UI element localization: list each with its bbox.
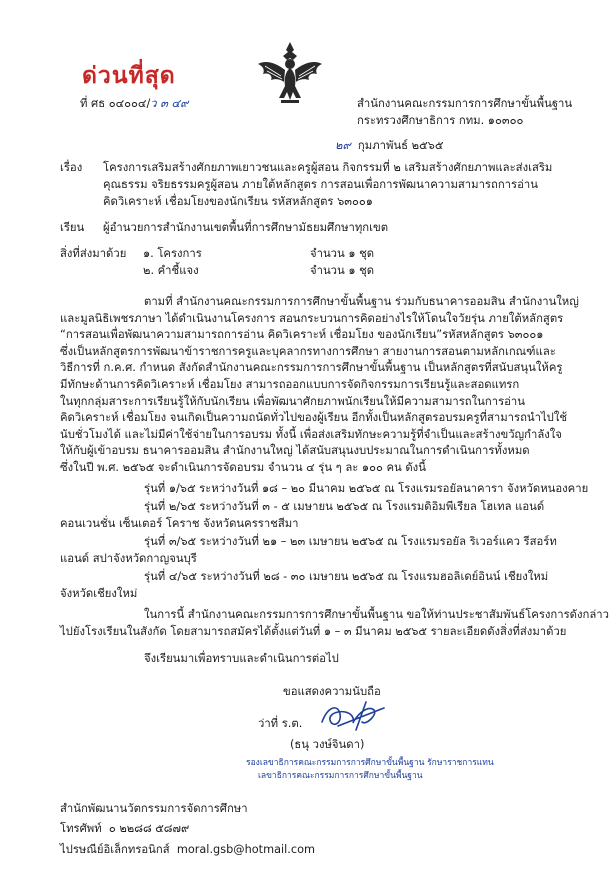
batch-2-cont: คอนเวนชั่น เซ็นเตอร์ โคราช จังหวัดนครราชสีมา: [60, 517, 299, 530]
subject-label: เรื่อง: [60, 161, 83, 174]
regards: ขอแสดงความนับถือ: [283, 685, 381, 698]
enclosures-label: สิ่งที่ส่งมาด้วย: [60, 247, 127, 260]
recipient-text: ผู้อำนวยการสำนักงานเขตพื้นที่การศึกษามัธยมศึกษาทุกเขต: [103, 221, 389, 234]
body-paragraph-2-line-1: ในการนี้ สำนักงานคณะกรรมการการศึกษาขั้นพื้นฐาน ขอให้ท่านประชาสัมพันธ์โครงการดังกล่าว: [144, 608, 609, 621]
body-line: ในทุกกลุ่มสาระการเรียนรู้ให้กับนักเรียน เพื่อพัฒนาศักยภาพนักเรียนให้มีความสามารถในการอ่าน: [60, 394, 525, 408]
email-label: ไปรษณีย์อิเล็กทรอนิกส์: [60, 843, 170, 856]
body-line: มีทักษะด้านการคิดวิเคราะห์ เชื่อมโยง สามารถออกแบบการจัดกิจกรรมการเรียนรู้และสอดแทรก: [60, 377, 520, 391]
signature-acting-title: ว่าที่ ร.ต.: [258, 717, 303, 730]
doc-number: [80, 96, 188, 112]
footer-phone: [60, 821, 189, 837]
date-day-handwritten: ๒๙: [335, 139, 351, 152]
date-month-year: กุมภาพันธ์ ๒๕๖๕: [357, 139, 444, 152]
batch-3: รุ่นที่ ๓/๖๕ ระหว่างวันที่ ๒๑ – ๒๓ เมษายน ๒๕๖๕ ณ โรงแรมรอยัล ริเวอร์แคว รีสอร์ท: [144, 535, 557, 548]
office-name: สำนักงานคณะกรรมการการศึกษาขั้นพื้นฐาน: [357, 97, 573, 110]
body-line: และมูลนิธิเพชรภาษา ได้ดำเนินงานโครงการ สอนกระบวนการคิดอย่างไรให้โดนใจวัยรุ่น ภายใต้หลักสูตร: [60, 311, 564, 325]
batch-1: รุ่นที่ ๑/๖๕ ระหว่างวันที่ ๑๘ – ๒๐ มีนาคม ๒๕๖๕ ณ โรงแรมรอยัลนาคารา จังหวัดหนองคาย: [144, 482, 589, 495]
body-line: ให้กับผู้เข้าอบรม ธนาคารออมสิน สำนักงานใหญ่ ได้สนับสนุนงบประมาณในการดำเนินการทั้งหมด: [60, 444, 530, 458]
signer-title-2: เลขาธิการคณะกรรมการการศึกษาขั้นพื้นฐาน: [258, 771, 423, 781]
subject-line-1: โครงการเสริมสร้างศักยภาพเยาวชนและครูผู้สอน กิจกรรมที่ ๒ เสริมสร้างศักยภาพและส่งเสริม: [103, 161, 553, 174]
batch-4: รุ่นที่ ๔/๖๕ ระหว่างวันที่ ๒๘ - ๓๐ เมษายน ๒๕๖๕ ณ โรงแรมฮอลิเดย์อินน์ เชียงใหม่: [144, 570, 549, 583]
body-line: “การสอนเพื่อพัฒนาความสามารถการอ่าน คิดวิเคราะห์ เชื่อมโยง ของนักเรียน”รหัสหลักสูตร ๖๓๐๐๑: [60, 328, 544, 342]
doc-number-handwritten: ว ๓ ๔๙: [150, 97, 189, 110]
doc-number-prefix: ที่ ศธ ๐๔๐๐๔/: [80, 97, 151, 110]
recipient-label: เรียน: [60, 221, 85, 234]
signer-name: (ธนุ วงษ์จินดา): [290, 738, 365, 751]
email-address: moral.gsb@hotmail.com: [176, 843, 315, 856]
footer-office: สำนักพัฒนานวัตกรรมการจัดการศึกษา: [60, 802, 248, 815]
subject-line-3: คิดวิเคราะห์ เชื่อมโยงของนักเรียน รหัสหลักสูตร ๖๓๐๐๑: [103, 195, 373, 208]
body-line: คิดวิเคราะห์ เชื่อมโยง จนเกิดเป็นความถนัดทั่วไปของผู้เรียน อีกทั้งเป็นหลักสูตรอบรมครูที่สามารถนำไปใช้: [60, 411, 568, 425]
closing-line: จึงเรียนมาเพื่อทราบและดำเนินการต่อไป: [144, 652, 339, 665]
subject-line-2: คุณธรรม จริยธรรมครูผู้สอน ภายใต้หลักสูตร การสอนเพื่อการพัฒนาความสามารถการอ่าน: [103, 178, 538, 191]
body-line: นับชั่วโมงได้ และไม่มีค่าใช้จ่ายในการอบรม ทั้งนี้ เพื่อส่งเสริมทักษะความรู้ที่จำเป็นและสร้างขวัญกำลังใจ: [60, 427, 562, 441]
enclosure-item-name: ๒. คำชี้แจง: [143, 264, 199, 277]
batch-4-cont: จังหวัดเชียงใหม่: [60, 587, 138, 600]
signer-title-1: รองเลขาธิการคณะกรรมการการศึกษาขั้นพื้นฐาน รักษาราชการแทน: [246, 758, 494, 768]
phone-number: ๐ ๒๒๘๘ ๕๘๗๙: [108, 822, 190, 835]
phone-label: โทรศัพท์: [60, 822, 102, 835]
batch-2: รุ่นที่ ๒/๖๕ ระหว่างวันที่ ๓ - ๕ เมษายน ๒๕๖๕ ณ โรงแรมดิอิมพีเรียล โฮเทล แอนด์: [144, 500, 545, 513]
body-paragraph-1: [60, 294, 579, 477]
garuda-emblem: [255, 38, 325, 112]
document-date: [335, 138, 443, 154]
body-paragraph-2-line-2: ไปยังโรงเรียนในสังกัด โดยสามารถสมัครได้ตั้งแต่วันที่ ๑ – ๓ มีนาคม ๒๕๖๕ รายละเอียดดังสิ่งที่ส่งมาด้วย: [60, 625, 567, 638]
enclosure-item-qty: จำนวน ๑ ชุด: [310, 264, 375, 277]
office-address: กระทรวงศึกษาธิการ กทม. ๑๐๓๐๐: [357, 114, 524, 127]
body-line: ตามที่ สำนักงานคณะกรรมการการศึกษาขั้นพื้นฐาน ร่วมกับธนาคารออมสิน สำนักงานใหญ่: [144, 295, 579, 308]
enclosure-item-name: ๑. โครงการ: [143, 247, 202, 260]
enclosure-item-qty: จำนวน ๑ ชุด: [310, 247, 375, 260]
handwritten-signature: [316, 696, 388, 734]
body-line: ซึ่งในปี พ.ศ. ๒๕๖๕ จะดำเนินการจัดอบรม จำนวน ๔ รุ่น ๆ ละ ๑๐๐ คน ดังนี้: [60, 460, 426, 474]
body-line: ซึ่งเป็นหลักสูตรการพัฒนาข้าราชการครูและบุคลากรทางการศึกษา สายงานการสอนตามหลักเกณฑ์และ: [60, 344, 556, 358]
batch-3-cont: แอนด์ สปาจังหวัดกาญจนบุรี: [60, 552, 197, 565]
urgency-stamp: ด่วนที่สุด: [82, 63, 176, 89]
body-line: วิธีการที่ ก.ค.ศ. กำหนด สังกัดสำนักงานคณะกรรมการการศึกษาขั้นพื้นฐาน เป็นหลักสูตรที่สนับสนุนให้ครู: [60, 361, 563, 375]
footer-email: [60, 842, 315, 858]
